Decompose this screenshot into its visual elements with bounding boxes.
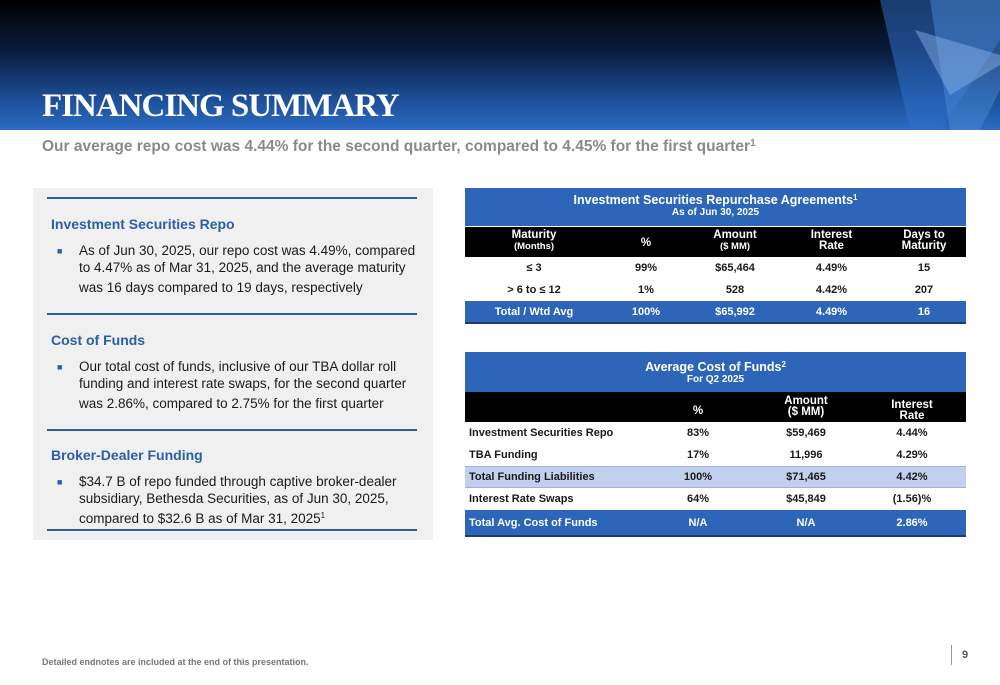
table-header <box>465 392 966 422</box>
bullet-square-icon: ■ <box>57 246 63 256</box>
header-percent: % <box>692 405 704 417</box>
table-title: Investment Securities Repurchase Agreements$^1$ As of Jun 30, 2025 <box>465 188 966 226</box>
section-cost-of-funds <box>47 332 417 412</box>
header-amount: Amount ($ MM) <box>713 229 757 252</box>
header-interest-rate: Interest Rate <box>810 229 853 252</box>
section-heading: Investment Securities Repo <box>51 216 235 232</box>
bullet-square-icon: ■ <box>57 362 63 372</box>
table-total-row: Total / Wtd Avg 100% $65,992 4.49% 16 <box>465 301 966 324</box>
header-label <box>465 396 642 422</box>
bullet-square-icon: ■ <box>57 477 63 487</box>
section-heading: Broker-Dealer Funding <box>51 447 203 463</box>
table-subtotal-row: Total Funding Liabilities 100% $71,465 4.42% <box>465 466 966 488</box>
header-days-to-maturity: Days to Maturity <box>901 229 947 252</box>
table-title: Average Cost of Funds$^2$ For Q2 2025 <box>465 352 966 392</box>
bullet-item: ■ Our total cost of funds, inclusive of our TBA dollar roll funding and interest rate swaps, for the second quarter was 2.86%, compared to 2.75% for the first quarter <box>57 359 407 411</box>
section-divider <box>47 529 417 531</box>
table-total-row: Total Avg. Cost of Funds N/A N/A 2.86% <box>465 510 966 537</box>
header-interest-rate: Interest Rate <box>891 399 933 422</box>
header-maturity: Maturity (Months) <box>511 229 557 252</box>
table-row: TBA Funding 17% 11,996 4.29% <box>469 449 928 461</box>
table-row: ≤ 3 99% $65,464 4.49% 15 <box>526 262 931 274</box>
page-number-divider <box>951 645 952 665</box>
footer-endnote: Detailed endnotes are included at the end of this presentation. <box>42 657 309 667</box>
page-subtitle: Our average repo cost was 4.44% for the second quarter, compared to 4.45% for the first quarter$^1$ <box>42 138 756 155</box>
repo-agreements-table <box>465 188 966 324</box>
cost-of-funds-table <box>465 352 966 537</box>
section-investment-securities-repo <box>47 216 417 296</box>
section-broker-dealer-funding <box>47 447 417 527</box>
table-row: > 6 to ≤ 12 1% 528 4.42% 207 <box>507 284 934 296</box>
brand-swoosh-graphic <box>820 0 1000 130</box>
page-number: 9 <box>962 649 969 661</box>
section-divider <box>47 313 417 315</box>
bullet-item: ■ As of Jun 30, 2025, our repo cost was 4.49%, compared to 4.47% as of Mar 31, 2025, and the average maturity was 16 days compared to 19 days, respectively <box>57 243 416 295</box>
table-row: Investment Securities Repo 83% $59,469 4.44% <box>469 427 928 439</box>
header-amount: Amount ($ MM) <box>784 395 828 418</box>
page-title: FINANCING SUMMARY <box>42 88 399 124</box>
section-heading: Cost of Funds <box>51 332 146 348</box>
header-percent: % <box>640 237 652 249</box>
table-row: Interest Rate Swaps 64% $45,849 (1.56)% <box>469 493 932 505</box>
section-divider <box>47 429 417 431</box>
section-divider <box>47 197 417 199</box>
table-header <box>465 227 966 257</box>
bullet-item: ■ $34.7 B of repo funded through captive broker-dealer subsidiary, Bethesda Securities, as of Jun 30, 2025, compared to $32.6 B as of Mar 31, 2025$^1$ <box>57 474 397 526</box>
